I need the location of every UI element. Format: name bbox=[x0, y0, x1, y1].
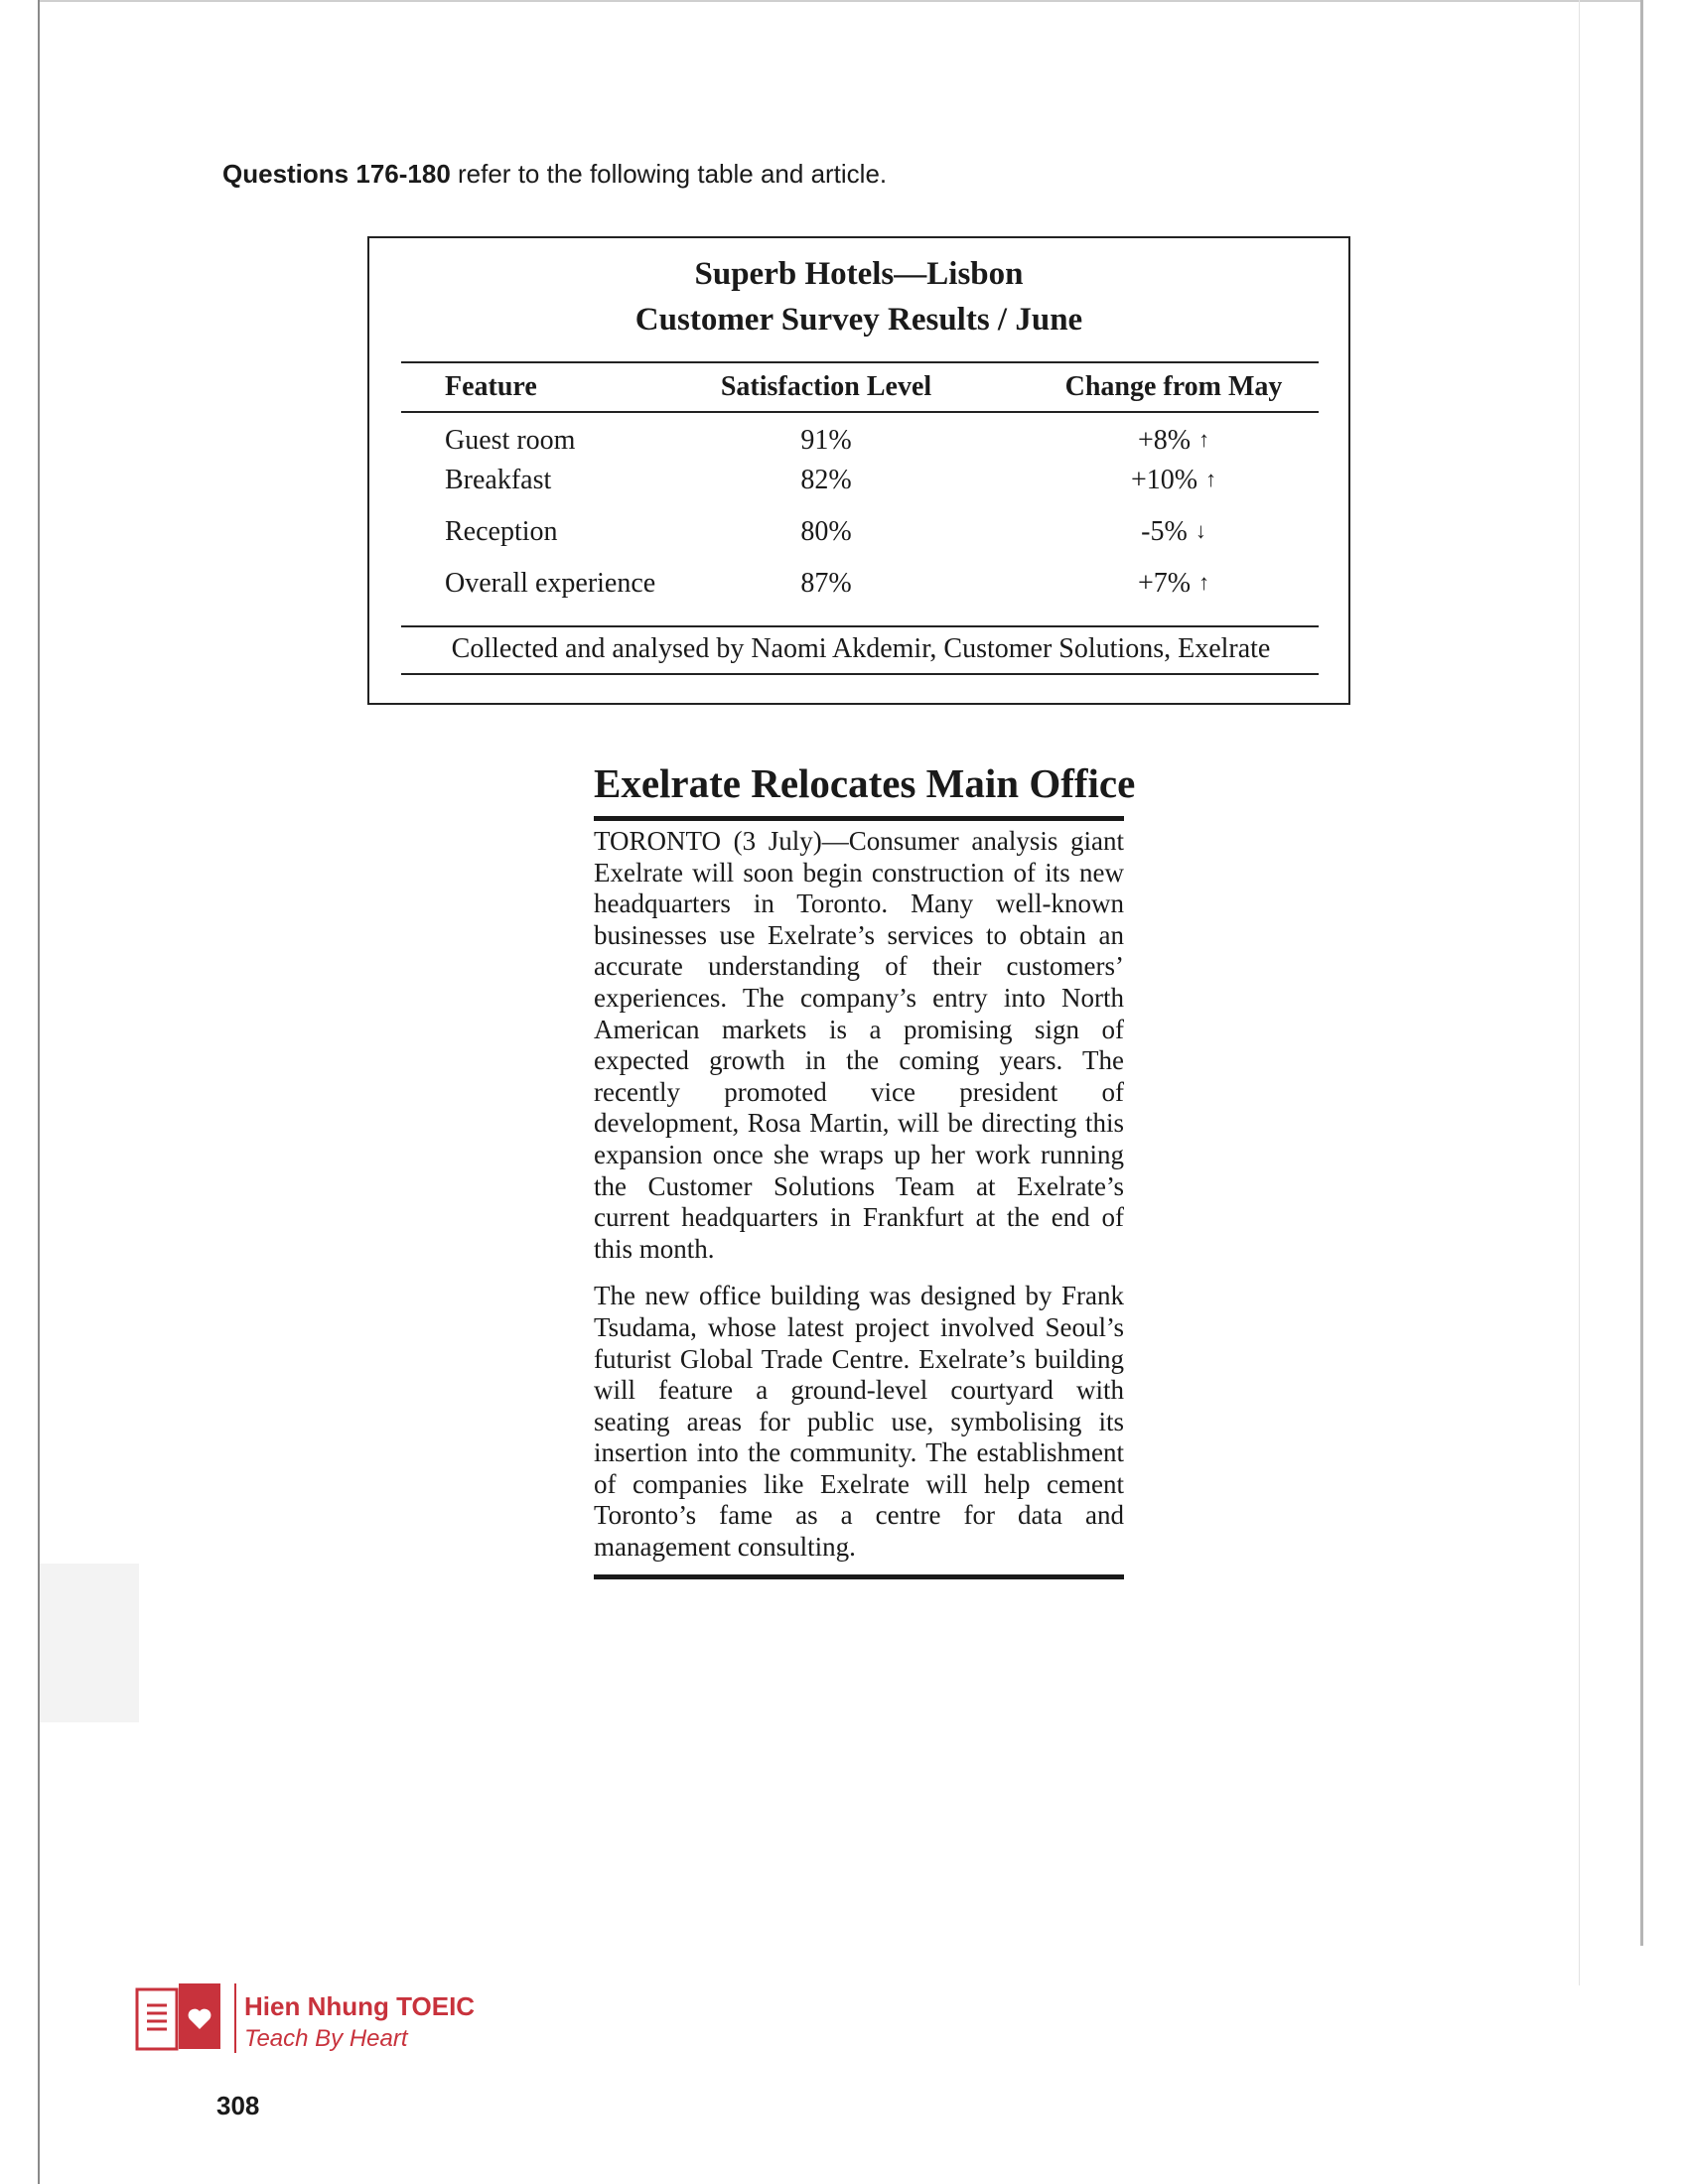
row-feature: Reception bbox=[445, 516, 558, 547]
row-change bbox=[1045, 568, 1303, 600]
survey-table-box bbox=[367, 236, 1350, 705]
change-value: +10% bbox=[1130, 465, 1198, 495]
up-arrow-icon: ↑ bbox=[1198, 427, 1210, 452]
up-arrow-icon: ↑ bbox=[1198, 570, 1210, 595]
row-change bbox=[1045, 425, 1303, 457]
change-value: -5% bbox=[1141, 516, 1188, 547]
table-rule-header bbox=[401, 411, 1319, 413]
row-level: 87% bbox=[800, 568, 852, 599]
row-change bbox=[1045, 516, 1303, 548]
article-paragraph: TORONTO (3 July)—Consumer analysis giant Exelrate will soon begin construction of its new headquarters in Toronto. Many well-known businesses use Exelrate’s services to obtain an accurate understanding of their customers’ experiences. The company’s entry into North American markets is a promising sign of expected growth in the coming years. The recently promoted vice president of development, Rosa Martin, will be directing this expansion once she wraps up her work running the Customer Solutions Team at Exelrate’s current headquarters in Frankfurt at the end of this month. bbox=[594, 826, 1124, 1264]
brand-name: Hien Nhung TOEIC bbox=[244, 1991, 476, 2021]
book-heart-logo-icon bbox=[135, 1981, 224, 2053]
down-arrow-icon: ↓ bbox=[1195, 518, 1206, 543]
questions-intro-text: refer to the following table and article. bbox=[450, 159, 888, 189]
header-feature: Feature bbox=[445, 371, 537, 402]
row-feature: Guest room bbox=[445, 425, 576, 456]
change-value: +7% bbox=[1137, 568, 1192, 599]
row-change bbox=[1045, 465, 1303, 496]
scan-shade bbox=[40, 1564, 139, 1722]
survey-title: Superb Hotels—Lisbon bbox=[694, 256, 1024, 292]
brand-tagline: Teach By Heart bbox=[244, 2025, 408, 2052]
logo-divider bbox=[234, 1983, 236, 2053]
article-paragraph: The new office building was designed by Frank Tsudama, whose latest project involved Seoul’s futurist Global Trade Centre. Exelrate’s building will feature a ground-level courtyard with seating areas for public use, symbolising its insertion into the community. The establishment of companies like Exelrate will help cement Toronto’s fame as a centre for data and management consulting. bbox=[594, 1281, 1124, 1563]
footnote-rule bbox=[401, 673, 1319, 675]
table-footnote: Collected and analysed by Naomi Akdemir, Customer Solutions, Exelrate bbox=[451, 633, 1271, 664]
page-edge-right bbox=[1640, 0, 1643, 1946]
page-edge-left bbox=[38, 0, 40, 2184]
questions-intro bbox=[222, 159, 887, 190]
survey-subtitle: Customer Survey Results / June bbox=[634, 302, 1083, 338]
questions-range: Questions 176-180 bbox=[222, 159, 451, 189]
row-level: 82% bbox=[800, 465, 852, 495]
row-level: 80% bbox=[800, 516, 852, 547]
article-rule-top bbox=[594, 816, 1124, 821]
page-edge-faint bbox=[1579, 0, 1580, 1985]
table-rule-top bbox=[401, 361, 1319, 363]
header-satisfaction-level: Satisfaction Level bbox=[720, 371, 932, 402]
page-edge-top bbox=[40, 0, 1640, 2]
header-change-from-may: Change from May bbox=[1064, 371, 1283, 402]
up-arrow-icon: ↑ bbox=[1205, 467, 1217, 491]
table-rule-bottom bbox=[401, 625, 1319, 627]
article-body bbox=[594, 826, 1124, 1579]
row-feature: Overall experience bbox=[445, 568, 656, 599]
row-level: 91% bbox=[800, 425, 852, 456]
row-feature: Breakfast bbox=[445, 465, 552, 495]
article-rule-bottom bbox=[594, 1574, 1124, 1579]
change-value: +8% bbox=[1137, 425, 1192, 456]
page-number: 308 bbox=[216, 2091, 260, 2120]
article-headline: Exelrate Relocates Main Office bbox=[594, 760, 1136, 806]
